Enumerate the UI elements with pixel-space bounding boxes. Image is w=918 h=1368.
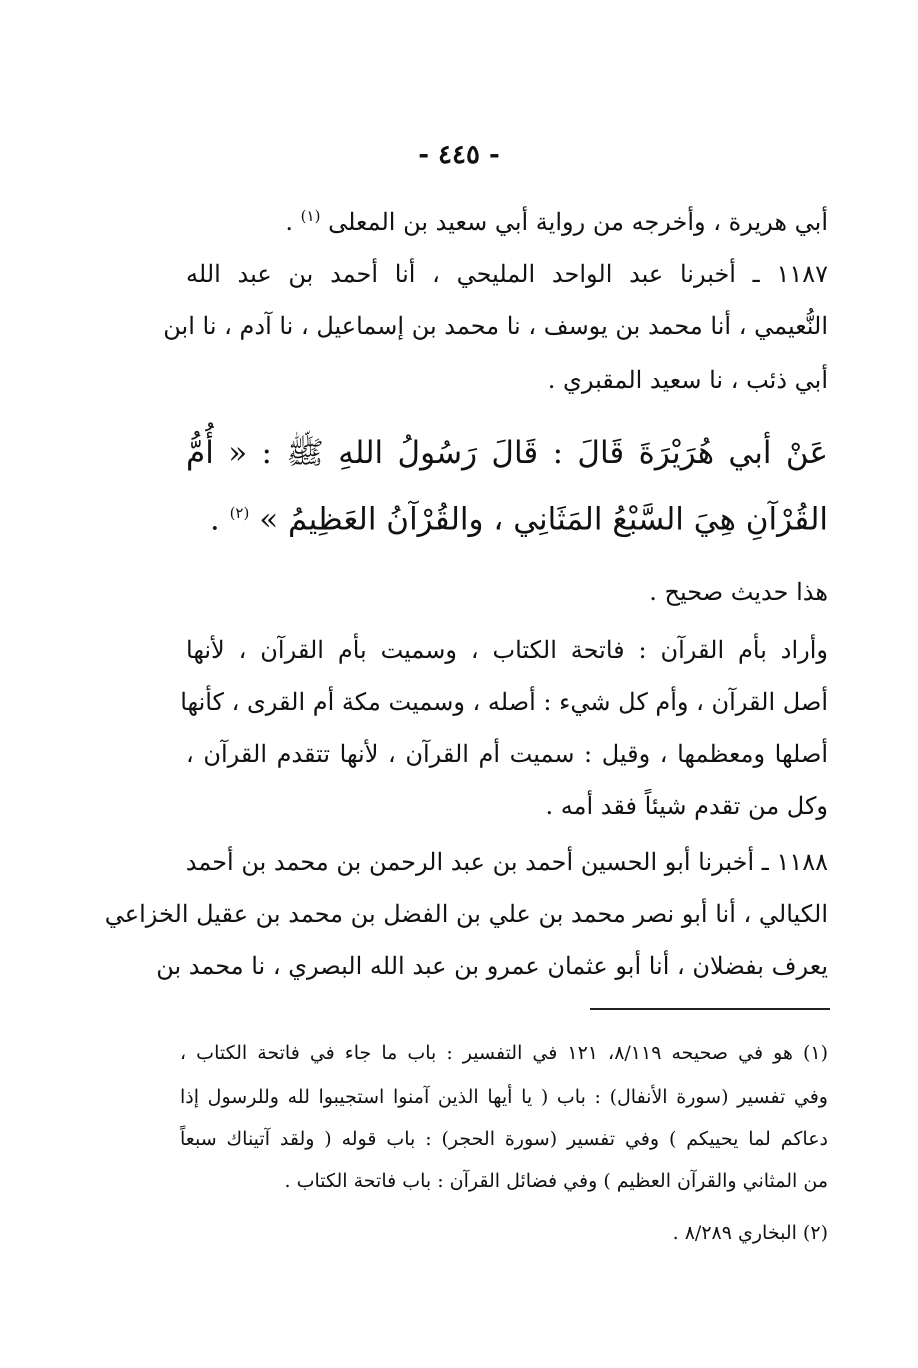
footnote-marker: (١) (300, 207, 321, 225)
footnote-line: دعاكم لما يحييكم ) وفي تفسير (سورة الحجر) : باب قوله ( ولقد آتيناك سبعاً (180, 1128, 828, 1150)
hadith-line (210, 488, 828, 538)
text-line (178, 196, 828, 236)
footnote-line: (١) هو في صحيحه ٨/١١٩، ١٢١ في التفسير : باب ما جاء في فاتحة الكتاب ، (180, 1042, 829, 1064)
text-line: أبي ذئب ، نا سعيد المقبري . (547, 366, 828, 394)
text-line: وكل من تقدم شيئاً فقد أمه . (545, 792, 828, 820)
text-line: أصلها ومعظمها ، وقيل : سميت أم القرآن ، لأنها تتقدم القرآن ، (186, 740, 828, 768)
full-stop: . (285, 208, 294, 236)
hadith-line: عَنْ أبي هُرَيْرَةَ قَالَ : قَالَ رَسُولُ اللهِ ﷺ : « أُمُّ (186, 435, 828, 471)
footnote-line: من المثاني والقرآن العظيم ) وفي فضائل القرآن : باب فاتحة الكتاب . (284, 1170, 828, 1192)
hadith-text: القُرْآنِ هِيَ السَّبْعُ المَثَانِي ، والقُرْآنُ العَظِيمُ » (259, 501, 828, 538)
text-line: ١١٨٧ ـ أخبرنا عبد الواحد المليحي ، أنا أحمد بن عبد الله (186, 260, 828, 288)
text-line: النُّعيمي ، أنا محمد بن يوسف ، نا محمد بن إسماعيل ، نا آدم ، نا ابن (163, 312, 828, 340)
hadith-grading: هذا حديث صحيح . (649, 578, 828, 606)
text-line: الكيالي ، أنا أبو نصر محمد بن علي بن الفضل بن محمد بن عقيل الخزاعي (104, 900, 828, 928)
text-line: ١١٨٨ ـ أخبرنا أبو الحسين أحمد بن عبد الرحمن بن محمد بن أحمد (185, 848, 828, 876)
text-line: أصل القرآن ، وأم كل شيء : أصله ، وسميت مكة أم القرى ، كأنها (180, 688, 828, 716)
footnote-line: (٢) البخاري ٨/٢٨٩ . (672, 1222, 828, 1244)
full-stop: . (209, 501, 220, 538)
text-line: يعرف بفضلان ، أنا أبو عثمان عمرو بن عبد الله البصري ، نا محمد بن (156, 952, 828, 980)
text-span: أبي هريرة ، وأخرجه من رواية أبي سعيد بن المعلى (328, 208, 828, 236)
footnote-line: وفي تفسير (سورة الأنفال) : باب ( يا أيها الذين آمنوا استجيبوا لله وللرسول إذا (180, 1086, 828, 1108)
footnote-divider (590, 1008, 830, 1010)
page-number: - ٤٤٥ - (418, 140, 500, 170)
text-line: وأراد بأم القرآن : فاتحة الكتاب ، وسميت بأم القرآن ، لأنها (186, 636, 828, 664)
footnote-marker: (٢) (229, 504, 250, 522)
